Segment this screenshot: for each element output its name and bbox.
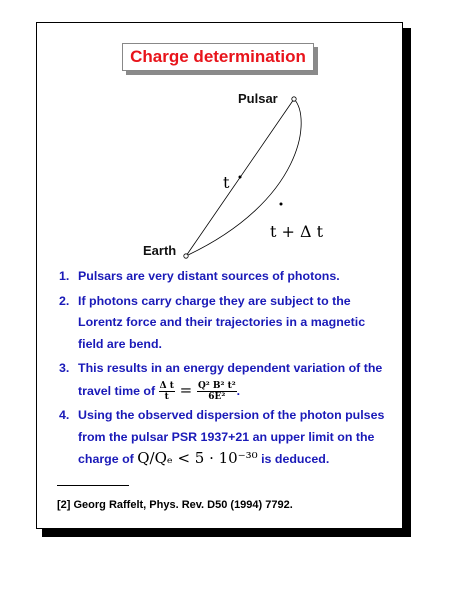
list-item: 4. Using the observed dispersion of the photon pulses from the pulsar PSR 1937+21 an upper limit on the charge of Q/Qₑ < 5 · 10⁻³⁰ is deduced.: [59, 408, 385, 467]
earth-label: Earth: [143, 243, 177, 258]
list-item: 1. Pulsars are very distant sources of photons.: [59, 269, 340, 283]
fraction-delta-t: $\frac{\text{Δ t}}{t}$: [159, 380, 174, 402]
footnote-rule: [57, 485, 129, 486]
list-item: 3. This results in an energy dependent variation of the travel time of $\frac{\text{Δ t}}{t}$ = $\frac{\text{Q² B² t²}}{\text{6E²}}$ .: [59, 361, 383, 402]
curved-path-marker: [280, 203, 283, 206]
list-item: 2. If photons carry charge they are subject to the Lorentz force and their trajectories in a magnetic field are bend.: [59, 293, 366, 351]
pulsar-label: Pulsar: [238, 91, 278, 106]
fraction-formula: $\frac{\text{Q² B² t²}}{\text{6E²}}$: [197, 380, 236, 402]
earth-point: [184, 254, 188, 258]
straight-path-marker: [239, 176, 242, 179]
t-plus-dt-label: t + Δ t: [270, 222, 324, 241]
reference: [2] Georg Raffelt, Phys. Rev. D50 (1994) 7792.: [57, 499, 293, 511]
t-label: t: [223, 173, 230, 192]
bullet-list: [51, 266, 393, 474]
trajectory-diagram: [37, 23, 404, 273]
slide-title: Charge determination: [122, 43, 314, 71]
pulsar-point: [292, 97, 296, 101]
charge-limit-formula: Q/Qₑ < 5 · 10⁻³⁰: [137, 449, 258, 467]
slide: [36, 22, 403, 529]
